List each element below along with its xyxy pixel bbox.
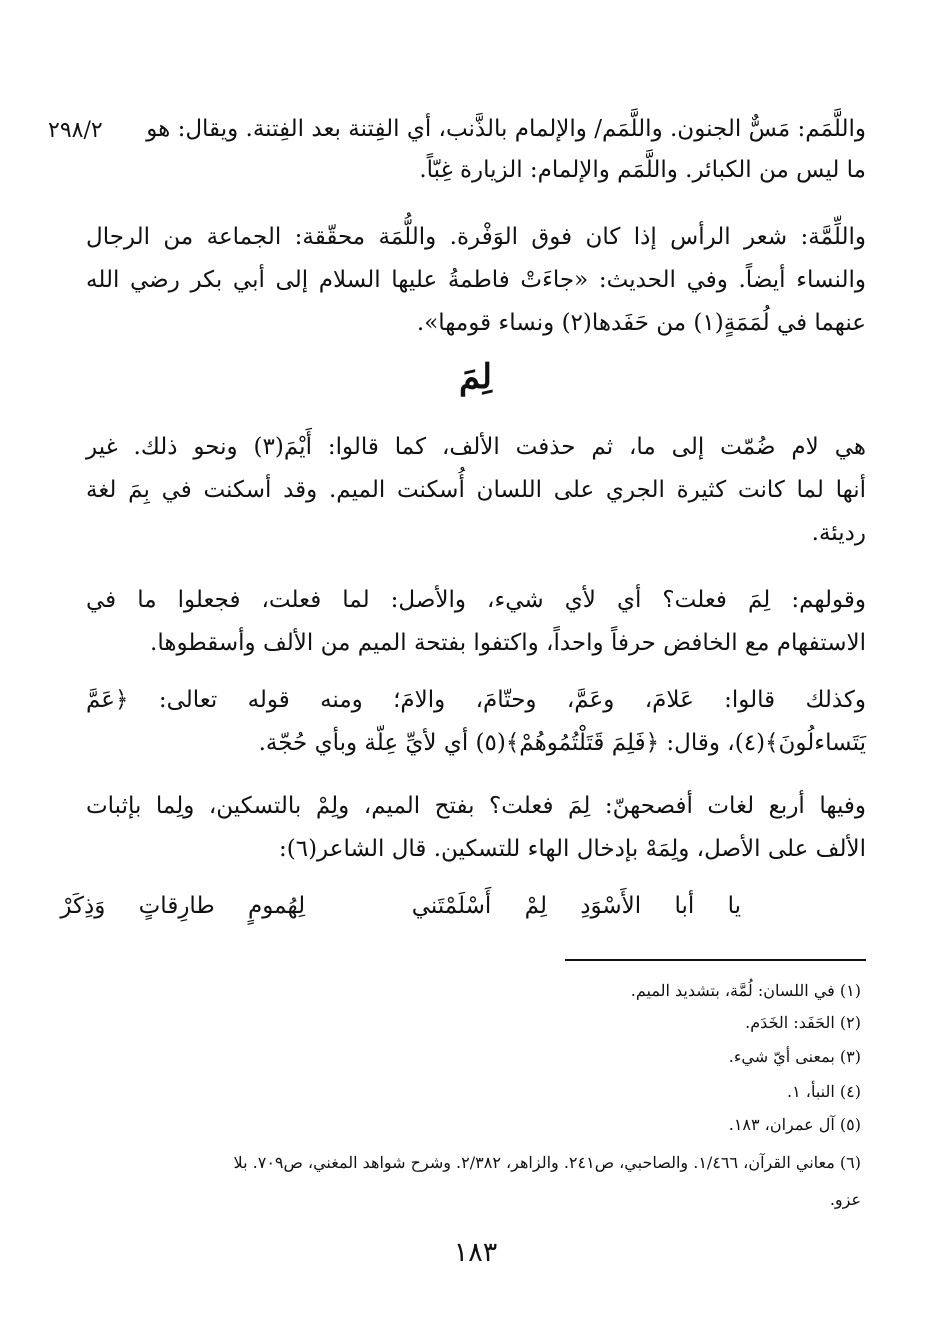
footnote-6-continued: عزو. [829, 1190, 861, 1209]
text-line: يَتَساءلُونَ﴾(٤)، وقال: ﴿فَلِمَ قَتَلْتُمُوهُمْ﴾(٥) أي لأيِّ عِلّة وبأي حُجّة. [258, 730, 866, 756]
footnote-separator [565, 959, 866, 961]
footnote-1: (١) في اللسان: لُمَّة، بتشديد الميم. [630, 981, 861, 1000]
text-line: الألف على الأصل، ولِمَهْ بإدخال الهاء للتسكين. قال الشاعر(٦): [278, 836, 866, 862]
text-line: عنهما في لُمَمَةٍ(١) من حَفَدها(٢) ونساء قومها». [416, 310, 866, 336]
text-line: وقولهم: لِمَ فعلت؟ أي لأي شيء، والأصل: لما فعلت، فجعلوا ما في [86, 587, 866, 613]
page-number: ١٨٣ [453, 1237, 498, 1268]
verse-second-hemistich: لِهُمومٍ طارِقاتٍ وَذِكَرْ [60, 893, 306, 919]
footnote-2: (٢) الحَفَد: الخَدَم. [745, 1013, 861, 1032]
footnote-4: (٤) النبأ، ١. [787, 1082, 861, 1101]
entry-heading: لِمَ [459, 357, 492, 397]
paragraph-lamam [86, 118, 866, 182]
paragraph-limma [86, 226, 866, 335]
paragraph-lima-origin [86, 436, 866, 545]
paragraph-lima-question [86, 589, 866, 655]
verse-first-hemistich: يا أبا الأَسْوَدِ لِمْ أَسْلَمْتَني [411, 893, 741, 919]
text-line: والنساء أيضاً. وفي الحديث: «جاءَتْ فاطمةُ عليها السلام إلى أبي بكر رضي الله [86, 267, 866, 293]
paragraph-four-dialects [86, 795, 866, 861]
poetry-verse [60, 893, 741, 919]
footnote-6: (٦) معاني القرآن، ١/٤٦٦. والصاحبي، ص٢٤١. والزاهر، ٢/٣٨٢. وشرح شواهد المغني، ص٧٠٩. بلا [233, 1153, 861, 1172]
margin-reference: ٢٩٨/٢ [48, 118, 103, 143]
text-line: ما ليس من الكبائر. واللَّمَم والإلمام: الزيارة غِبّاً. [419, 157, 866, 183]
text-line: رديئة. [811, 520, 866, 546]
text-line: وكذلك قالوا: عَلامَ، وعَمَّ، وحتّامَ، والامَ؛ ومنه قوله تعالى: ﴿عَمَّ [86, 687, 866, 713]
text-line: هي لام ضُمّت إلى ما، ثم حذفت الألف، كما قالوا: أَيْمَ(٣) ونحو ذلك. غير [86, 434, 866, 460]
text-line: الاستفهام مع الخافض حرفاً واحداً، واكتفوا بفتحة الميم من الألف وأسقطوها. [150, 630, 866, 656]
footnote-3: (٣) بمعنى أيّ شيء. [728, 1047, 861, 1066]
text-line: وفيها أربع لغات أفصحهنّ: لِمَ فعلت؟ بفتح الميم، ولِمْ بالتسكين، ولِما بإثبات [86, 793, 866, 819]
text-line: واللِّمَّة: شعر الرأس إذا كان فوق الوَفْرة. واللُّمَة محقّقة: الجماعة من الرجال [86, 224, 866, 250]
text-line: واللَّمَم: مَسٌّ الجنون. واللَّمَم/ والإلمام بالذَّنب، أي الفِتنة بعد الفِتنة. ويقال: هو [146, 116, 866, 142]
footnote-5: (٥) آل عمران، ١٨٣. [728, 1115, 861, 1134]
text-line: أنها لما كانت كثيرة الجري على اللسان أُسكنت الميم. وقد أسكنت في بِمَ لغة [86, 477, 866, 503]
paragraph-similar-forms [86, 689, 866, 755]
